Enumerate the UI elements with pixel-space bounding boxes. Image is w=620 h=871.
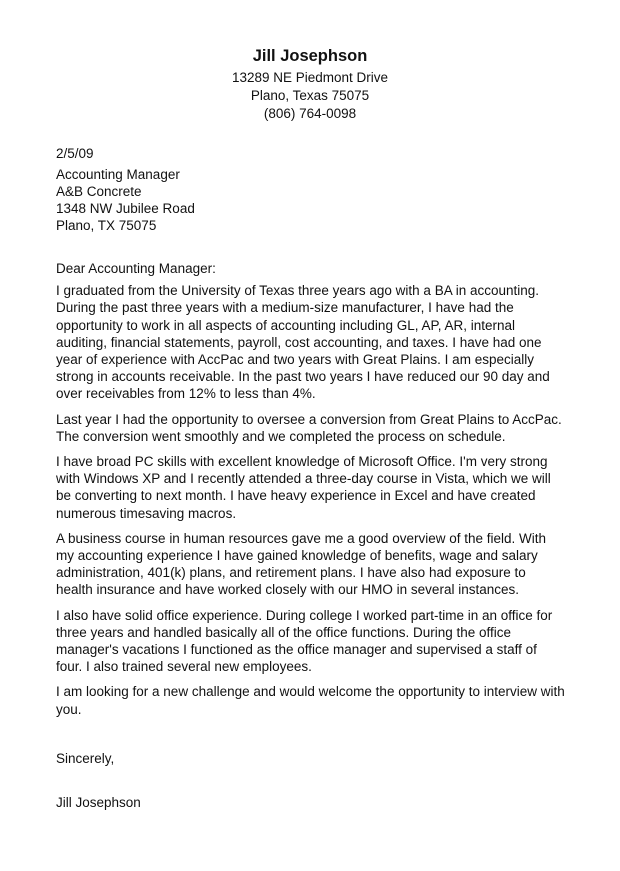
letterhead — [0, 45, 620, 123]
paragraph-office-experience: I also have solid office experience. During college I worked part-time in an office for three years and handled basically all of the office functions. During the office manager's vacations I functioned as the office manager and supervised a staff of four. I also trained several new employees. — [56, 607, 553, 675]
paragraph-pc-skills: I have broad PC skills with excellent knowledge of Microsoft Office. I'm very strong with Windows XP and I recently attended a three-day course in Vista, which we will be converting to next month. I have heavy experience in Excel and have created numerous timesaving macros. — [56, 454, 551, 521]
paragraph-conversion: Last year I had the opportunity to oversee a conversion from Great Plains to AccPac. The conversion went smoothly and we completed the process on schedule. — [56, 411, 562, 444]
paragraph-education: I graduated from the University of Texas three years ago with a BA in accounting. During the past three years with a medium-size manufacturer, I have had the opportunity to work in all aspects of accounting including GL, AP, AR, internal auditing, financial statements, payroll, cost accounting, and taxes. I have had one year of experience with AccPac and two years with Great Plains. I am especially strong in accounts receivable. In the past two years I have reduced our 90 day and over receivables from 12% to less than 4%. — [56, 283, 550, 402]
paragraph-closing-request: I am looking for a new challenge and would welcome the opportunity to interview with you. — [56, 684, 565, 717]
sender-name: Jill Josephson — [252, 47, 368, 65]
recipient-city-state-zip: Plano, TX 75075 — [56, 218, 157, 233]
paragraph-human-resources: A business course in human resources gave me a good overview of the field. With my accounting experience I have gained knowledge of benefits, wage and salary administration, 401(k) plans, and retirement plans. I have also had exposure to health insurance and have worked closely with our HMO in several instances. — [56, 530, 547, 598]
recipient-company: A&B Concrete — [56, 184, 142, 199]
recipient-title: Accounting Manager — [56, 167, 180, 182]
salutation: Dear Accounting Manager: — [56, 261, 216, 276]
letter-date: 2/5/09 — [56, 146, 94, 161]
recipient-block — [56, 166, 566, 234]
recipient-street: 1348 NW Jubilee Road — [56, 201, 195, 216]
letter-body — [56, 260, 566, 726]
sender-street: 13289 NE Piedmont Drive — [231, 70, 389, 85]
signature-name: Jill Josephson — [56, 795, 141, 810]
closing: Sincerely, — [56, 751, 115, 766]
sender-phone: (806) 764-0098 — [263, 106, 357, 121]
sender-city-state-zip: Plano, Texas 75075 — [250, 88, 370, 103]
